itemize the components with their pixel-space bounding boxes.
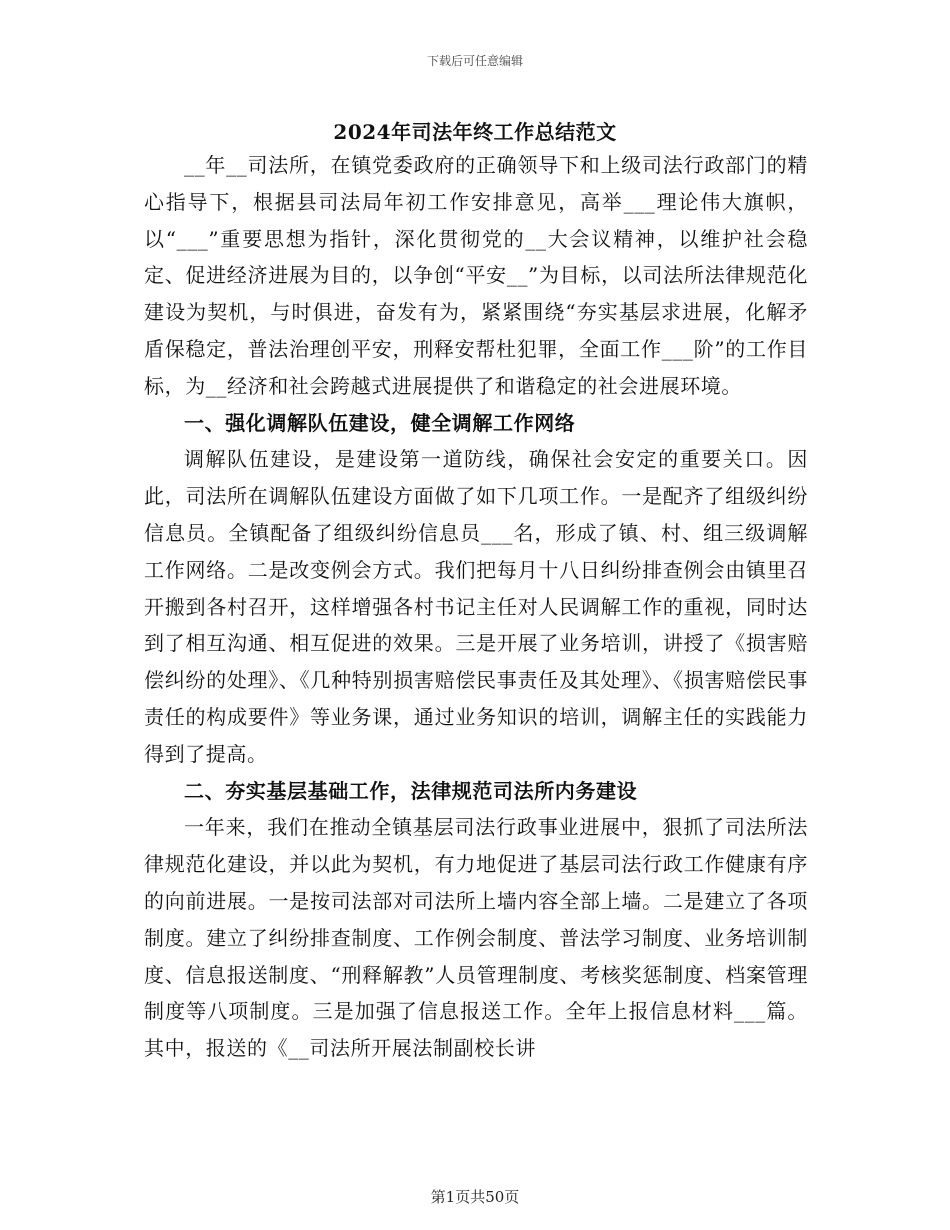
page-number: 第1页共50页 bbox=[430, 1188, 520, 1206]
section-heading-2: 二、夯实基层基础工作，法律规范司法所内务建设 bbox=[184, 778, 638, 803]
document-title: 2024年司法年终工作总结范文 bbox=[333, 120, 617, 144]
document-body bbox=[144, 147, 808, 1067]
paragraph-section-1: 调解队伍建设，是建设第一道防线，确保社会安定的重要关口。因此，司法所在调解队伍建设方面做了如下几项工作。一是配齐了组级纠纷信息员。全镇配备了组级纠纷信息员___名，形成了镇、村、组三级调解工作网络。二是改变例会方式。我们把每月十八日纠纷排查例会由镇里召开搬到各村召开，这样增强各村书记主任对人民调解工作的重视，同时达到了相互沟通、相互促进的效果。三是开展了业务培训，讲授了《损害赔偿纠纷的处理》、《几种特别损害赔偿民事责任及其处理》、《损害赔偿民事责任的构成要件》等业务课，通过业务知识的培训，调解主任的实践能力得到了提高。 bbox=[144, 447, 808, 766]
paragraph-section-2: 一年来，我们在推动全镇基层司法行政事业进展中，狠抓了司法所法律规范化建设，并以此为契机，有力地促进了基层司法行政工作健康有序的向前进展。一是按司法部对司法所上墙内容全部上墙。二是建立了各项制度。建立了纠纷排查制度、工作例会制度、普法学习制度、业务培训制度、信息报送制度、“刑释解教”人员管理制度、考核奖惩制度、档案管理制度等八项制度。三是加强了信息报送工作。全年上报信息材料___篇。其中，报送的《__司法所开展法制副校长讲 bbox=[144, 815, 808, 1061]
page-header-note: 下载后可任意编辑 bbox=[426, 54, 523, 68]
section-heading-1: 一、强化调解队伍建设，健全调解工作网络 bbox=[184, 410, 576, 435]
paragraph-intro: __年__司法所，在镇党委政府的正确领导下和上级司法行政部门的精心指导下，根据县司法局年初工作安排意见，高举___理论伟大旗帜，以“___”重要思想为指针，深化贯彻党的__大会议精神，以维护社会稳定、促进经济进展为目的，以争创“平安__”为目标，以司法所法律规范化建设为契机，与时俱进，奋发有为，紧紧围绕“夯实基层求进展，化解矛盾保稳定，普法治理创平安，刑释安帮杜犯罪，全面工作___阶”的工作目标，为__经济和社会跨越式进展提供了和谐稳定的社会进展环境。 bbox=[144, 153, 808, 398]
